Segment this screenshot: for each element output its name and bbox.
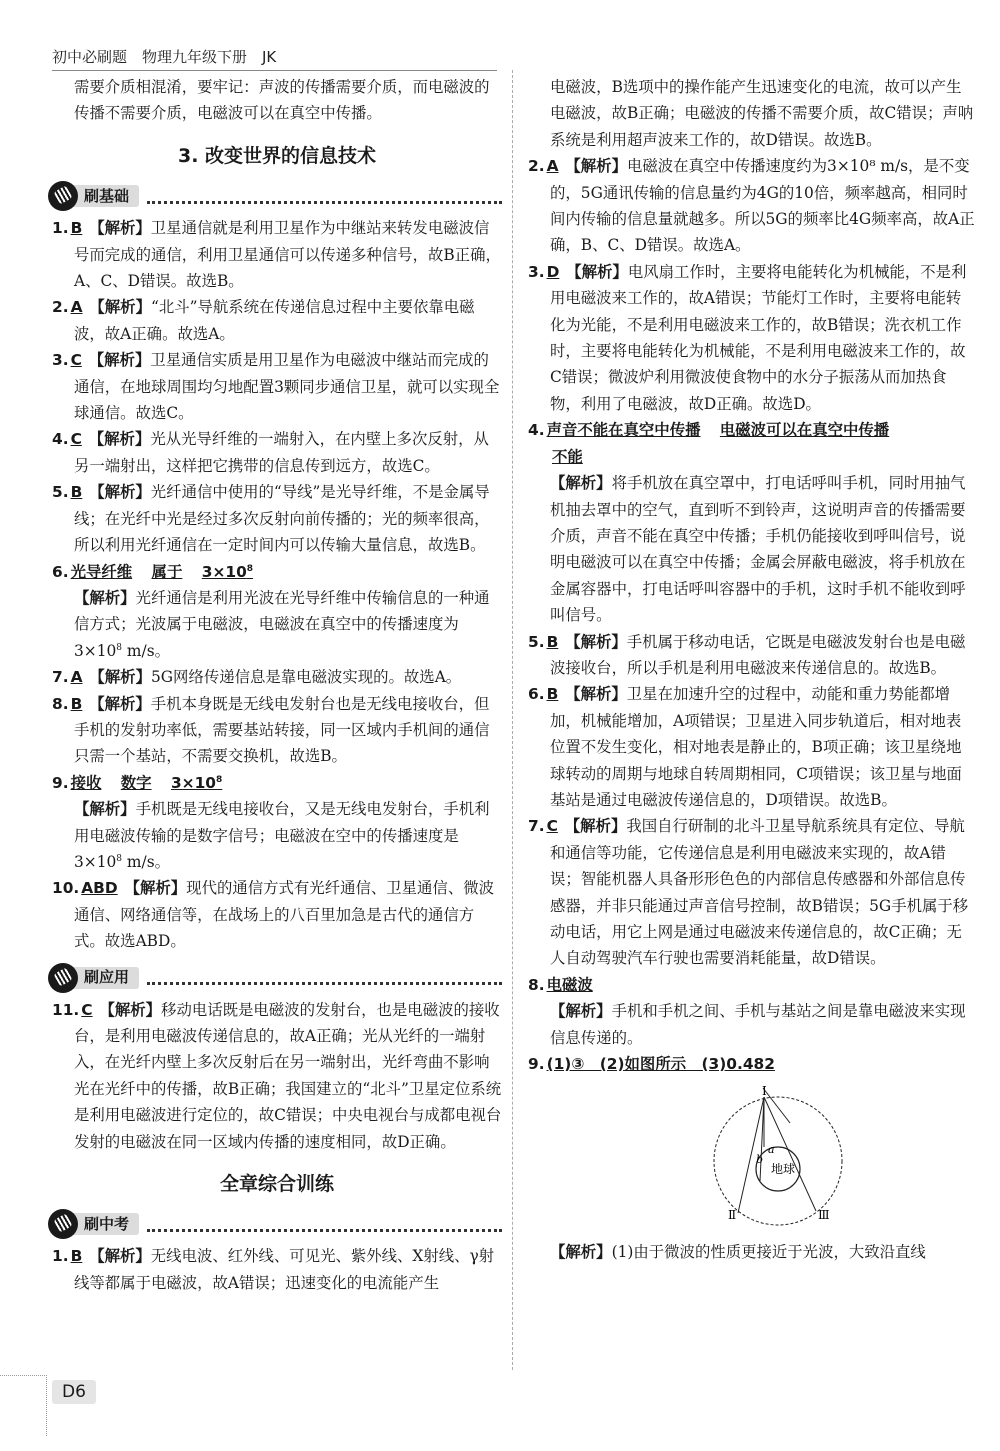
list-item: 7. A 【解析】5G网络传递信息是靠电磁波实现的。故选A。: [52, 668, 462, 687]
brush-icon: [48, 1209, 78, 1239]
list-item: 9. (1)③ (2)如图所示 (3)0.482: [528, 1055, 775, 1074]
dotted-rule: [147, 189, 502, 204]
list-item: 2. A 【解析】电磁波在真空中传播速度约为3×10⁸ m/s，是不变的，5G通讯传输的信息量约为4G的10倍，频率越高，相同时间内传输的信息量就越多。所以5G的频率比4G频率高，故A正确，B、C、D错误。故选A。: [528, 157, 975, 255]
list-item: 2. A 【解析】“北斗”导航系统在传递信息过程中主要依靠电磁波，故A正确。故选A。: [52, 298, 475, 343]
analysis-text: 【解析】将手机放在真空罩中，打电话呼叫手机，同时用抽气机抽去罩中的空气，直到听不到铃声，这说明声音的传播需要介质，声音不能在真空中传播；手机仍能接收到呼叫信号，说明电磁波可以在真空中传播；金属会屏蔽电磁波，将手机放在金属容器中，打电话呼叫容器中的手机，这时手机不能收到呼叫信号。: [550, 474, 966, 625]
list-item: 8. 电磁波: [528, 975, 593, 994]
list-item: 1. B 【解析】无线电波、红外线、可见光、紫外线、X射线、γ射线等都属于电磁波，故A错误；迅速变化的电流能产生: [52, 1247, 495, 1292]
right-column: [528, 74, 975, 1266]
page-corner-decoration: [0, 1375, 47, 1436]
label-I: Ⅰ: [762, 1084, 767, 1099]
list-item: 4. C 【解析】光从光导纤维的一端射入，在内壁上多次反射，从另一端射出，这样把它携带的信息传到远方，故选C。: [52, 430, 489, 475]
list-item: 3. C 【解析】卫星通信实质是用卫星作为电磁波中继站而完成的通信，在地球周围均匀地配置3颗同步通信卫星，就可以实现全球通信。故选C。: [52, 351, 500, 423]
label-a: a: [768, 1143, 775, 1157]
label-b: b: [756, 1153, 764, 1167]
label-III: Ⅲ: [818, 1208, 830, 1223]
list-item: 7. C 【解析】我国自行研制的北斗卫星导航系统具有定位、导航和通信等功能，它传递信息是利用电磁波来实现的，故A错误；智能机器人具备形形色色的内部信息传感器和外部信息传感器，并非只能通过声音信号控制，故B错误；5G手机属于移动电话，用它上网是通过电磁波来传递信息的，故C正确；无人自动驾驶汽车行驶也需要消耗能量，故D错误。: [528, 817, 969, 968]
list-item: 11. C 【解析】移动电话既是电磁波的发射台，也是电磁波的接收台，是利用电磁波传递信息的，故A正确；光从光纤的一端射入，在光纤内壁上多次反射后在另一端射出，光纤弯曲不影响光在光纤中的传播，故B正确；我国建立的“北斗”卫星定位系统是利用电磁波进行定位的，故C错误；中央电视台与成都电视台发射的电磁波在同一区域内传播的速度相同，故D正确。: [52, 1000, 502, 1151]
badge-basic: 刷基础: [52, 183, 502, 209]
dotted-rule: [147, 970, 502, 985]
list-item: 5. B 【解析】手机属于移动电话，它既是电磁波发射台也是电磁波接收台，所以手机是利用电磁波来传递信息的。故选B。: [528, 632, 966, 677]
header-rule: [52, 70, 497, 71]
list-item: 1. B 【解析】卫星通信就是利用卫星作为中继站来转发电磁波信号而完成的通信，利用卫星通信可以传递多种信号，故B正确，A、C、D错误。故选B。: [52, 219, 501, 291]
page-number: D6: [52, 1380, 96, 1404]
label-II: Ⅱ: [728, 1208, 737, 1223]
list-item: 4. 声音不能在真空中传播 电磁波可以在真空中传播 不能: [528, 421, 890, 466]
list-item: 10. ABD 【解析】现代的通信方式有光纤通信、卫星通信、微波通信、网络通信等，在战场上的八百里加急是古代的通信方式。故选ABD。: [52, 879, 494, 951]
list-item: 9. 接收 数字 $3\times 10^8$: [52, 773, 223, 792]
analysis-text: 【解析】光纤通信是利用光波在光导纤维中传输信息的一种通信方式；光波属于电磁波，电磁波在真空中的传播速度为 $3\times 10^8$ m/s。: [74, 588, 490, 660]
brush-icon: [48, 181, 78, 211]
intro-paragraph: 需要介质相混淆，要牢记：声波的传播需要介质，而电磁波的传播不需要介质，电磁波可以在真空中传播。: [74, 78, 490, 123]
analysis-text: 【解析】手机既是无线电接收台，又是无线电发射台，手机利用电磁波传输的是数字信号；电磁波在空中的传播速度是 $3\times 10^8$ m/s。: [74, 800, 490, 871]
earth-label: 地球: [771, 1162, 796, 1177]
list-item: 6. B 【解析】卫星在加速升空的过程中，动能和重力势能都增加，机械能增加，A项错误；卫星进入同步轨道后，相对地表位置不发生变化，相对地表是静止的，B项正确；该卫星绕地球转动的周期与地球自转周期相同，C项错误；该卫星与地面基站是通过电磁波传递信息的，D项错误。故选B。: [528, 685, 962, 809]
list-item: 8. B 【解析】手机本身既是无线电发射台也是无线电接收台，但手机的发射功率低，需要基站转接，同一区域内手机间的通信只需一个基站，不需要交换机，故选B。: [52, 694, 490, 766]
satellite-figure: [528, 1083, 975, 1233]
brush-icon: [48, 963, 78, 993]
list-item: 3. D 【解析】电风扇工作时，主要将电能转化为机械能，不是利用电磁波来工作的，故A错误；节能灯工作时，主要将电能转化为光能，不是利用电磁波来工作的，故B错误；洗衣机工作时，主要将电能转化为机械能，不是利用电磁波来工作的，故C错误；微波炉利用微波使食物中的水分子振荡从而加热食物，利用了电磁波，故D正确。故选D。: [528, 262, 967, 413]
badge-exam: 刷中考: [52, 1211, 502, 1237]
section-title: 3. 改变世界的信息技术: [177, 144, 377, 167]
section-title-2: 全章综合训练: [219, 1173, 334, 1196]
page-header: 初中必刷题 物理九年级下册 JK: [52, 48, 277, 66]
left-column: [52, 74, 502, 1296]
orbit-diagram: [528, 1083, 975, 1233]
list-item: 5. B 【解析】光纤通信中使用的“导线”是光导纤维，不是金属导线；在光纤中光是经过多次反射向前传播的；光的频率很高，所以利用光纤通信在一定时间内可以传输大量信息，故选B。: [52, 483, 490, 555]
analysis-text: 【解析】(1)由于微波的性质更接近于光波，大致沿直线: [550, 1243, 926, 1262]
continued-paragraph: 电磁波，B选项中的操作能产生迅速变化的电流，故可以产生电磁波，故B正确；电磁波的传播不需要介质，故C错误；声呐系统是利用超声波来工作的，故D错误。故选B。: [550, 78, 974, 149]
ray-line: [763, 1088, 790, 1123]
badge-apply: 刷应用: [52, 965, 502, 991]
dotted-rule: [147, 1217, 502, 1232]
column-divider: [512, 70, 513, 1370]
analysis-text: 【解析】手机和手机之间、手机与基站之间是靠电磁波来实现信息传递的。: [550, 1002, 966, 1047]
list-item: 6. 光导纤维 属于 $3\times 10^8$: [52, 562, 254, 581]
